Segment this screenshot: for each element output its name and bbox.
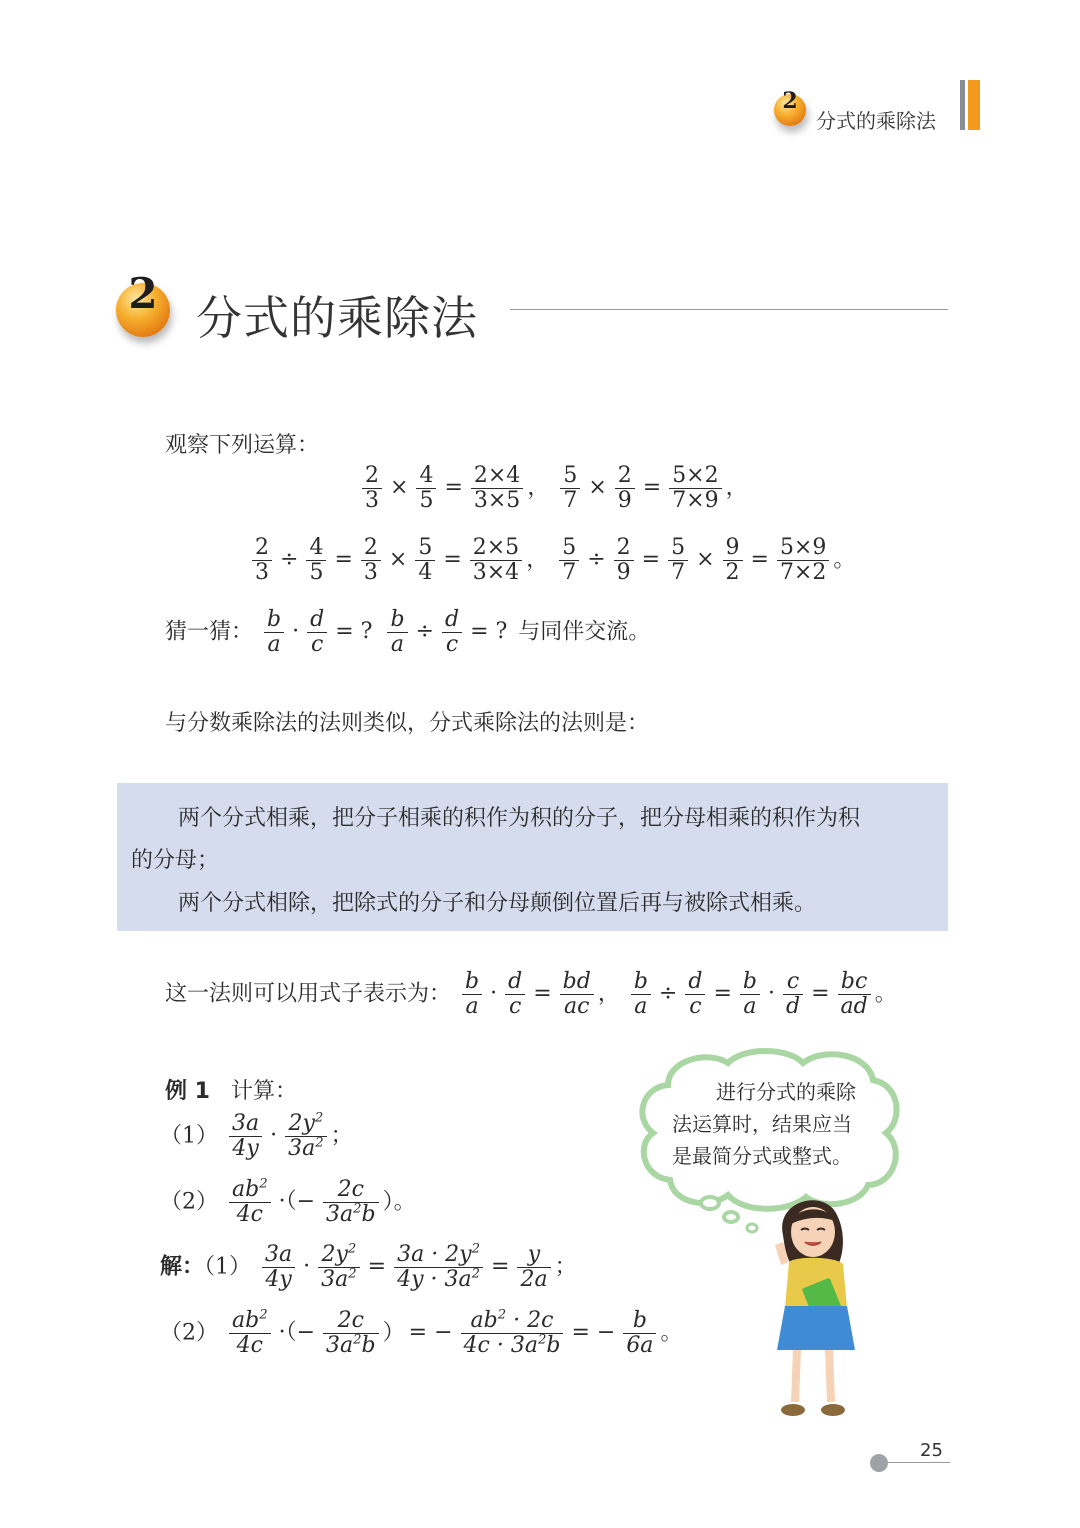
problem-1-label: （1） — [160, 1123, 218, 1149]
solution-1-label: （1） — [204, 1254, 252, 1280]
guess-line: 猜一猜： $\frac{b}{a}$ · $\frac{d}{c}$ = ? $\frac{b}{a}$ ÷ $\frac{d}{c}$ = ? 与同伴交流。 — [165, 607, 651, 657]
lead-text: 与分数乘除法的法则类似，分式乘除法的法则是： — [165, 711, 650, 736]
guess-tail: 与同伴交流。 — [518, 619, 651, 645]
example-problem-1: （1） $\frac{3a}{4y}$ · $\frac{2y^2}{3a^2}$ ； — [160, 1110, 353, 1161]
solution-1: 解：（1） $\frac{3a}{4y}$ · $\frac{2y^2}{3a^2}$ = $\frac{3a \cdot 2y^2}{4y \cdot 3a^2}$ = $\frac{y}{2a}$ ； — [160, 1241, 577, 1292]
example-heading — [165, 1074, 297, 1105]
rule-line-1: 两个分式相乘，把分子相乘的积作为积的分子，把分母相乘的积作为积 — [178, 806, 861, 831]
example-task: 计算： — [230, 1079, 297, 1104]
header-title: 分式的乘除法 — [816, 109, 936, 133]
solution-2-label: （2） — [160, 1320, 218, 1346]
header-number-ball — [774, 88, 806, 126]
guess-label: 猜一猜： — [165, 619, 254, 645]
rule-line-3: 两个分式相除，把除式的分子和分母颠倒位置后再与被除式相乘。 — [178, 891, 817, 916]
example-equation-2: $\frac{2}{3}$ ÷ $\frac{4}{5}$ = $\frac{2}{3}$ × $\frac{5}{4}$ = $\frac{2\times 5}{3\times 4}$ ， $\frac{5}{7}$ ÷ $\frac{2}{9}$ = $\frac{5}{7}$ × $\frac{9}{2}$ = $\frac{5\times 9}{7\times 2}$ 。 — [248, 536, 855, 585]
running-header — [770, 88, 990, 138]
section-number-ball — [116, 269, 170, 337]
footer-rule — [888, 1462, 950, 1463]
example-problem-2: （2） $\frac{ab^2}{4c}$ ·（− $\frac{2c}{3a^2b}$ ）。 — [160, 1176, 416, 1227]
page-number: 25 — [920, 1440, 943, 1461]
example-equation-1: $\frac{2}{3}$ × $\frac{4}{5}$ = $\frac{2\times 4}{3\times 5}$ ， $\frac{5}{7}$ × $\frac{2}{9}$ = $\frac{5\times 2}{7\times 9}$ ， — [358, 464, 748, 513]
footer-dot — [870, 1454, 888, 1472]
bubble-line-1: 进行分式的乘除 — [716, 1080, 856, 1104]
solution-2: （2） $\frac{ab^2}{4c}$ ·（− $\frac{2c}{3a^2b}$ ） = − $\frac{ab^2 \cdot 2c}{4c \cdot 3a^2b}$ = − $\frac{b}{6a}$ 。 — [160, 1307, 683, 1358]
rule-box — [117, 783, 948, 931]
header-bar-orange — [968, 80, 980, 130]
header-bar-gray — [960, 80, 965, 130]
problem-2-label: （2） — [160, 1189, 218, 1215]
rule-line-2: 的分母； — [131, 848, 220, 873]
girl-illustration — [755, 1190, 875, 1430]
solution-label: 解： — [160, 1254, 205, 1280]
section-title-rule — [510, 309, 948, 310]
bubble-line-3: 是最简分式或整式。 — [672, 1144, 852, 1168]
formula-line: 这一法则可以用式子表示为： $\frac{b}{a}$ · $\frac{d}{c}$ = $\frac{bd}{ac}$ ， $\frac{b}{a}$ ÷ $\frac{d}{c}$ = $\frac{b}{a}$ · $\frac{c}{d}$ = $\frac{bc}{ad}$ 。 — [165, 969, 897, 1019]
bubble-line-2: 法运算时，结果应当 — [672, 1112, 852, 1136]
section-title: 分式的乘除法 — [196, 291, 478, 345]
intro-text: 观察下列运算： — [165, 433, 320, 458]
section-number: 2 — [128, 269, 158, 318]
header-number: 2 — [782, 88, 798, 114]
example-label: 例 1 — [165, 1079, 210, 1104]
formula-intro: 这一法则可以用式子表示为： — [165, 981, 452, 1007]
